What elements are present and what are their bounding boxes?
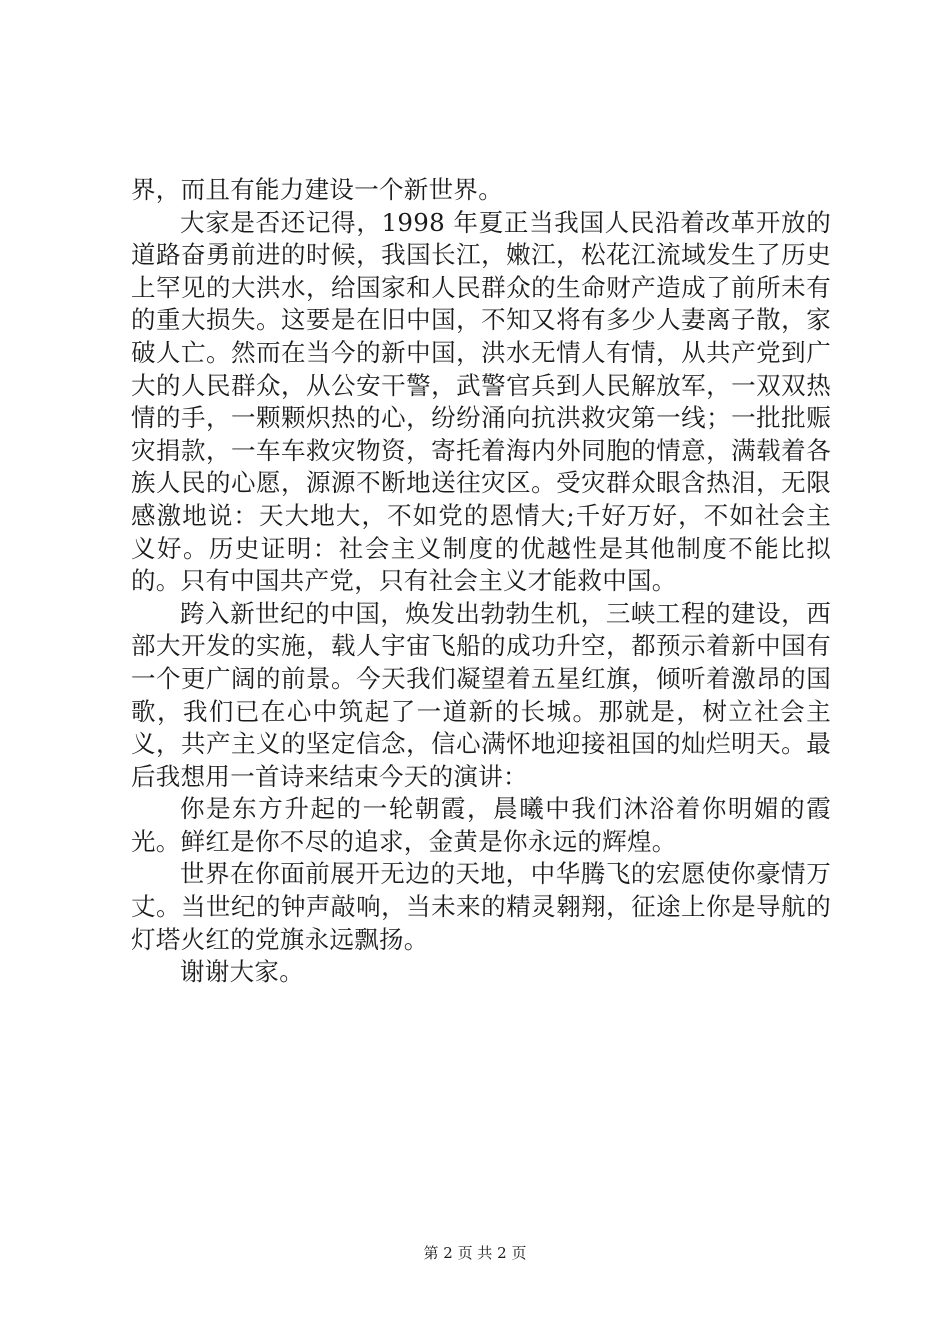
paragraph-continued: 界，而且有能力建设一个新世界。 — [131, 175, 503, 204]
paragraph-poem-1: 你是东方升起的一轮朝霞，晨曦中我们沐浴着你明媚的霞光。鲜红是你不尽的追求，金黄是你永远的辉煌。 — [131, 794, 831, 856]
document-body — [131, 174, 831, 989]
page-footer — [0, 1243, 950, 1263]
paragraph-thanks: 谢谢大家。 — [180, 957, 304, 987]
page-number: 第 2 页 共 2 页 — [423, 1244, 527, 1262]
paragraph-poem-2: 世界在你面前展开无边的天地，中华腾飞的宏愿使你豪情万丈。当世纪的钟声敲响，当未来的精灵翱翔，征途上你是导航的灯塔火红的党旗永远飘扬。 — [131, 859, 831, 954]
paragraph-new-century: 跨入新世纪的中国，焕发出勃勃生机，三峡工程的建设，西部大开发的实施，载人宇宙飞船的成功升空，都预示着新中国有一个更广阔的前景。今天我们凝望着五星红旗，倾听着激昂的国歌，我们已在心中筑起了一道新的长城。那就是，树立社会主义，共产主义的坚定信念，信心满怀地迎接祖国的灿烂明天。最后我想用一首诗来结束今天的演讲： — [131, 598, 831, 791]
paragraph-flood: 大家是否还记得，1998 年夏正当我国人民沿着改革开放的道路奋勇前进的时候，我国长江，嫩江，松花江流域发生了历史上罕见的大洪水，给国家和人民群众的生命财产造成了前所未有的重大损失。这要是在旧中国，不知又将有多少人妻离子散，家破人亡。然而在当今的新中国，洪水无情人有情，从共产党到广大的人民群众，从公安干警，武警官兵到人民解放军，一双双热情的手，一颗颗炽热的心，纷纷涌向抗洪救灾第一线；一批批赈灾捐款，一车车救灾物资，寄托着海内外同胞的情意，满载着各族人民的心愿，源源不断地送往灾区。受灾群众眼含热泪，无限感激地说：天大地大，不如党的恩情大;千好万好，不如社会主义好。历史证明：社会主义制度的优越性是其他制度不能比拟的。只有中国共产党，只有社会主义才能救中国。 — [131, 207, 831, 596]
